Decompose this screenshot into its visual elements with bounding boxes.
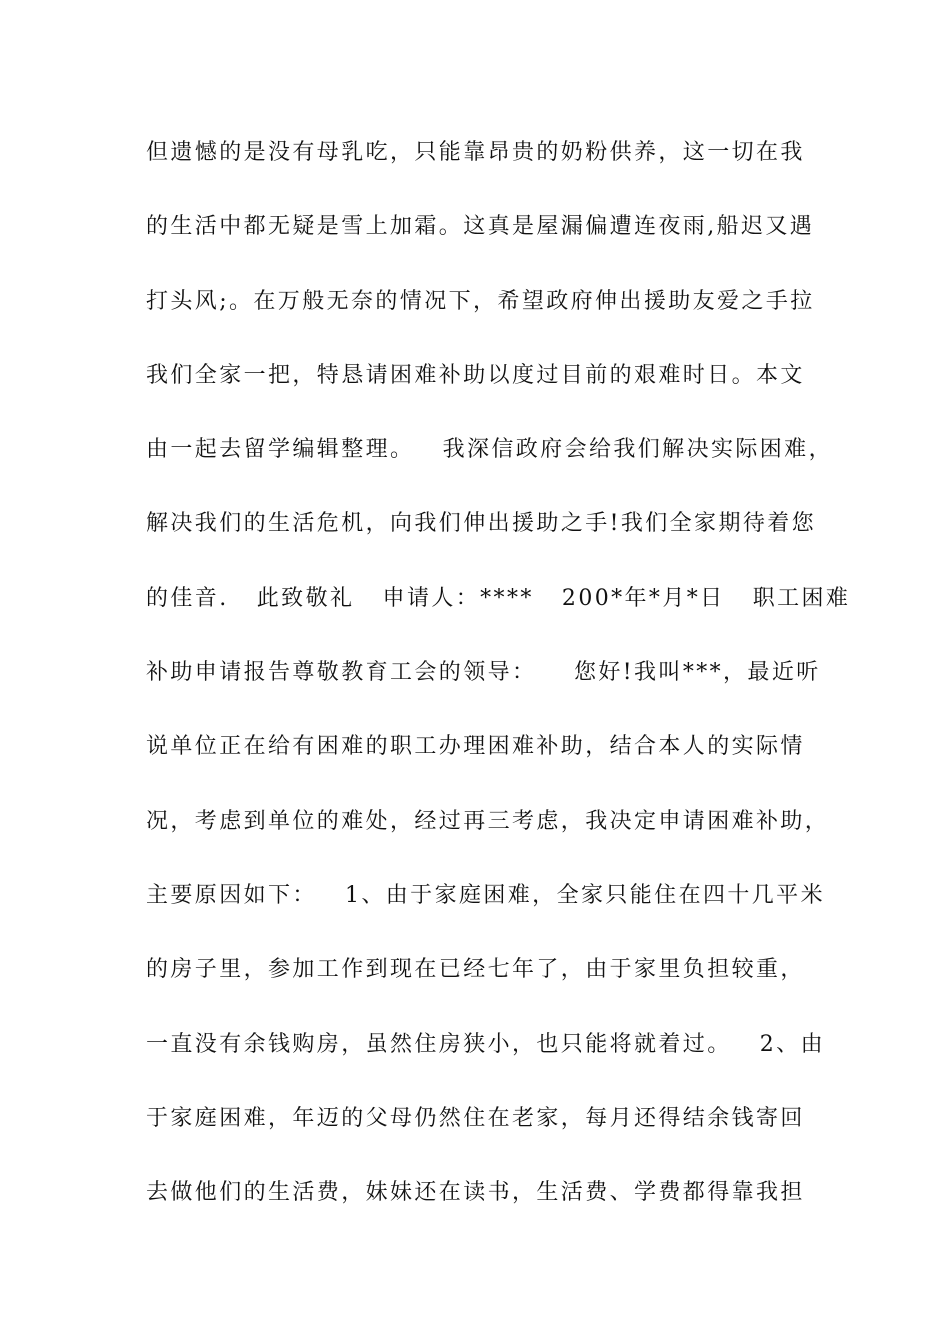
text-line-9: 说单位正在给有困难的职工办理困难补助，结合本人的实际情 — [146, 734, 805, 760]
text-line-2: 的生活中都无疑是雪上加霜。这真是屋漏偏遭连夜雨,船迟又遇 — [146, 214, 815, 240]
text-line-10: 况，考虑到单位的难处，经过再三考虑，我决定申请困难补助， — [146, 808, 830, 834]
text-line-14: 于家庭困难，年迈的父母仍然住在老家，每月还得结余钱寄回 — [146, 1105, 805, 1131]
text-line-7: 的佳音. 此致敬礼 申请人：**** 200*年*月*日 职工困难 — [146, 585, 851, 611]
text-line-4: 我们全家一把，特恳请困难补助以度过目前的艰难时日。本文 — [146, 362, 805, 388]
text-line-1: 但遗憾的是没有母乳吃，只能靠昂贵的奶粉供养，这一切在我 — [146, 140, 805, 165]
text-line-13: 一直没有余钱购房，虽然住房狭小，也只能将就着过。 2、由 — [146, 1031, 825, 1057]
text-line-12: 的房子里，参加工作到现在已经七年了，由于家里负担较重， — [146, 957, 805, 983]
text-line-6: 解决我们的生活危机，向我们伸出援助之手!我们全家期待着您 — [146, 511, 817, 537]
text-line-15: 去做他们的生活费，妹妹还在读书，生活费、学费都得靠我担 — [146, 1180, 805, 1206]
text-line-8: 补助申请报告尊敬教育工会的领导： 您好!我叫***，最近听 — [146, 660, 821, 686]
text-line-3: 打头风;。在万般无奈的情况下，希望政府伸出援助友爱之手拉 — [146, 288, 815, 314]
text-line-11: 主要原因如下： 1、由于家庭困难，全家只能住在四十几平米 — [146, 882, 825, 908]
body-text — [146, 128, 851, 1242]
text-line-5: 由一起去留学编辑整理。 我深信政府会给我们解决实际困难， — [146, 437, 833, 463]
